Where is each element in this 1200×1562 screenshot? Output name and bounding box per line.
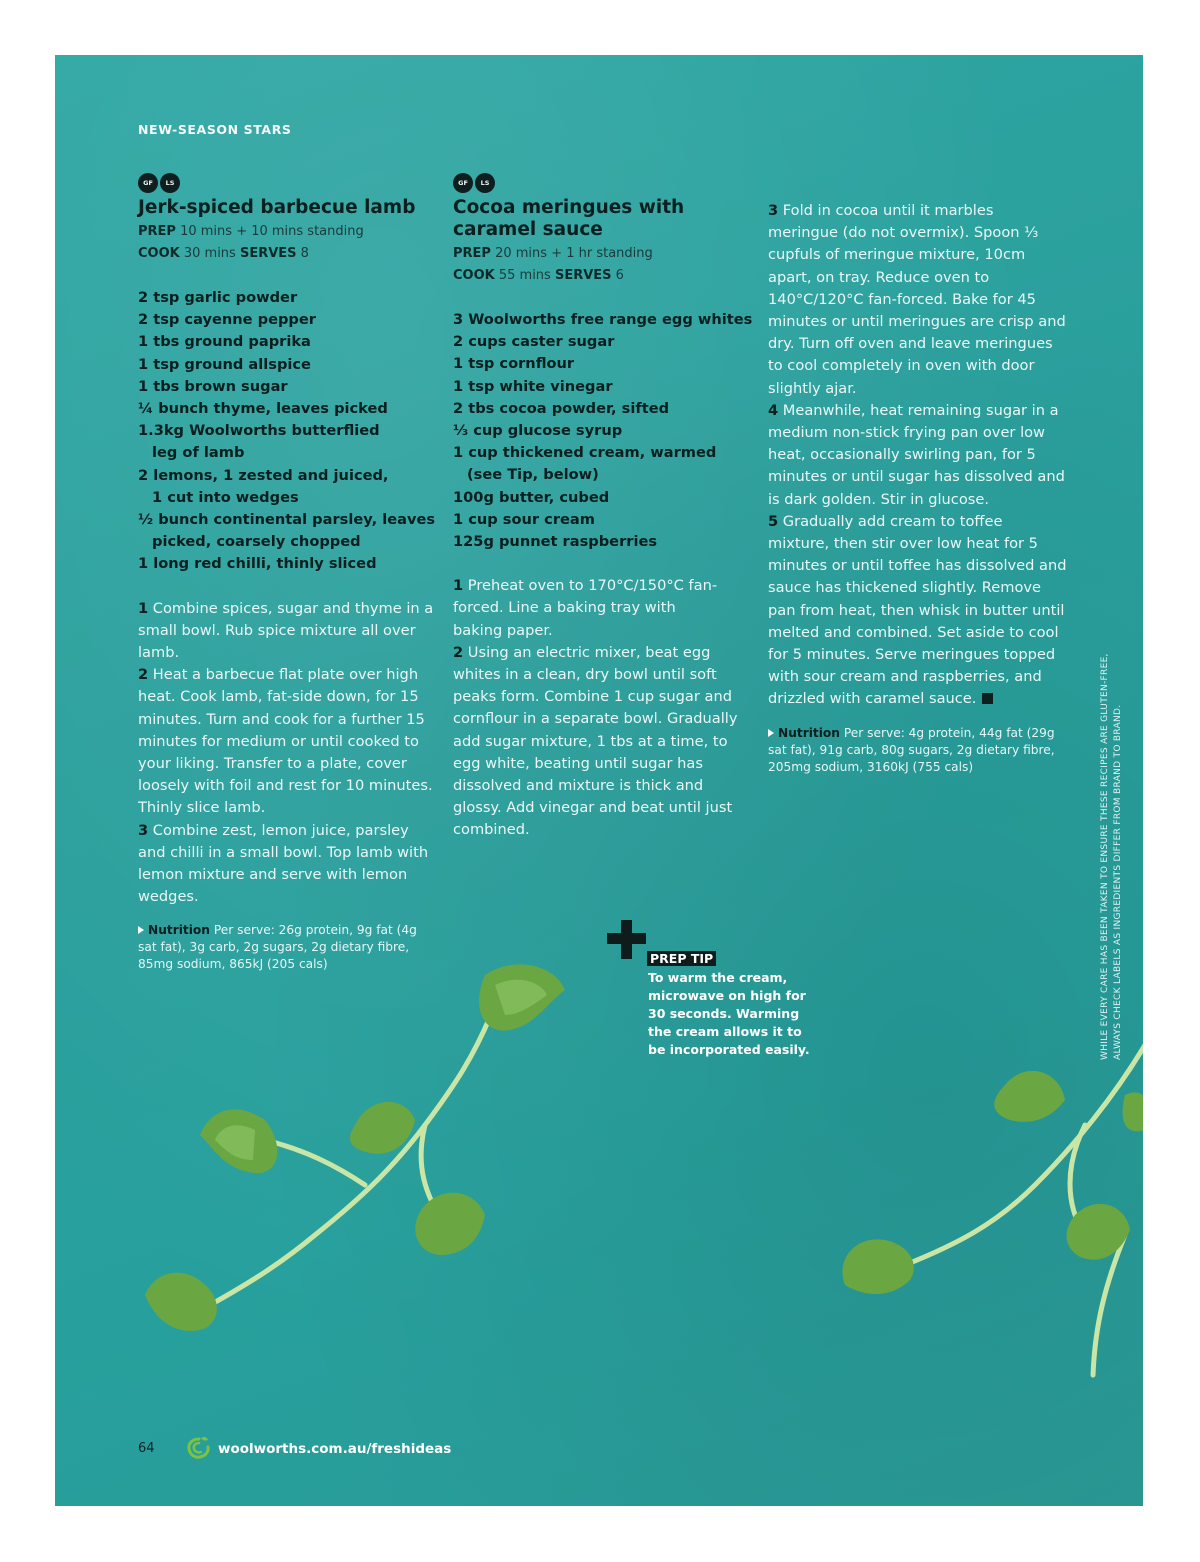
- method: [138, 598, 438, 909]
- step-number: 4: [768, 401, 779, 419]
- ingredient-item: 2 tsp cayenne pepper: [138, 311, 316, 329]
- cook-serves: [138, 243, 438, 265]
- prep-value: 10 mins + 10 mins standing: [180, 224, 364, 239]
- method-step: [768, 200, 1068, 400]
- nutrition-arrow-icon: [768, 729, 774, 737]
- cook-serves: [453, 265, 753, 287]
- prep-time: [138, 221, 438, 243]
- ingredient-item: 1 cup sour cream: [453, 510, 595, 528]
- nutrition-label: Nutrition: [148, 923, 210, 938]
- section-label: NEW-SEASON STARS: [138, 122, 292, 137]
- step-text: Combine spices, sugar and thyme in a small bowl. Rub spice mixture all over lamb.: [138, 599, 434, 662]
- method-step: [453, 642, 748, 842]
- ingredient-item: 2 cups caster sugar: [453, 333, 615, 351]
- step-text: Preheat oven to 170°C/150°C fan-forced. Line a baking tray with baking paper.: [453, 577, 718, 639]
- disclaimer-line: ALWAYS CHECK LABELS AS INGREDIENTS DIFFER FROM BRAND TO BRAND.: [1113, 704, 1123, 1060]
- serves-label: SERVES: [554, 268, 612, 283]
- coriander-sprig-right: [825, 1035, 1143, 1395]
- method: [768, 200, 1068, 711]
- recipe-title: Cocoa meringues with caramel sauce: [453, 197, 685, 240]
- ingredient-item: 1 tsp cornflour: [453, 355, 575, 373]
- step-text: Fold in cocoa until it marbles meringue (do not overmix). Spoon ⅓ cupfuls of meringue mixture, 10cm apart, on tray. Reduce oven to 140°C/120°C fan-forced. Bake for 45 minutes or until meringues are crisp and dry. Turn off oven and leave meringues to cool completely in oven with door slightly ajar.: [768, 202, 1066, 397]
- step-number: 5: [768, 512, 779, 530]
- low-salt-badge-icon: LS: [160, 173, 180, 193]
- prep-label: PREP: [453, 246, 491, 261]
- gluten-free-badge-icon: GF: [138, 173, 158, 193]
- ingredient-item: ⅓ cup glucose syrup: [453, 422, 623, 440]
- step-number: 2: [453, 643, 464, 661]
- nutrition-info: [138, 922, 438, 973]
- prep-tip-text: To warm the cream, microwave on high for 30 seconds. Warming the cream allows it to be incorporated easily.: [648, 970, 810, 1057]
- step-number: 1: [453, 577, 464, 595]
- recipe-cocoa-meringues-continued: [768, 200, 1068, 776]
- gluten-free-badge-icon: GF: [453, 173, 473, 193]
- nutrition-label: Nutrition: [778, 725, 840, 740]
- coriander-sprig-left: [115, 935, 595, 1355]
- step-text: Meanwhile, heat remaining sugar in a medium non-stick frying pan over low heat, occasionally swirling pan, for 5 minutes or until sugar has dissolved and is dark golden. Stir in glucose.: [768, 401, 1065, 508]
- prep-tip-label: PREP TIP: [647, 951, 716, 966]
- prep-value: 20 mins + 1 hr standing: [495, 246, 653, 261]
- step-text: Heat a barbecue flat plate over high heat. Cook lamb, fat-side down, for 15 minutes. Turn and cook for a further 15 minutes for medium or until cooked to your liking. Transfer to a plate, cover loosely with foil and rest for 10 minutes. Thinly slice lamb.: [138, 666, 433, 817]
- method: [453, 575, 753, 841]
- ingredient-list: [453, 309, 753, 553]
- prep-label: PREP: [138, 224, 176, 239]
- nutrition-info: [768, 725, 1058, 776]
- ingredient-item: 1 long red chilli, thinly sliced: [138, 555, 377, 573]
- method-step: [138, 598, 438, 665]
- ingredient-item: 1 cup thickened cream, warmed (see Tip, below): [453, 444, 717, 484]
- step-text: Combine zest, lemon juice, parsley and chilli in a small bowl. Top lamb with lemon mixture and serve with lemon wedges.: [138, 821, 429, 906]
- ingredient-item: 100g butter, cubed: [453, 488, 610, 506]
- dietary-badges: [453, 173, 753, 193]
- step-number: 3: [768, 202, 779, 219]
- cook-value: 30 mins: [183, 246, 236, 261]
- dietary-badges: [138, 173, 438, 193]
- website-link[interactable]: woolworths.com.au/freshideas: [218, 1441, 452, 1457]
- step-text: Using an electric mixer, beat egg whites in a clean, dry bowl until soft peaks form. Combine 1 cup sugar and cornflour in a separate bowl. Gradually add sugar mixture, 1 tbs at a time, to egg white, beating until sugar has dissolved and mixture is thick and glossy. Add vinegar and beat until just combined.: [453, 643, 738, 839]
- nutrition-text: Per serve: 4g protein, 44g fat (29g sat fat), 91g carb, 80g sugars, 2g dietary fibre, 205mg sodium, 3160kJ (755 cals): [768, 725, 1055, 774]
- step-number: 1: [138, 599, 149, 617]
- low-salt-badge-icon: LS: [475, 173, 495, 193]
- ingredient-item: 3 Woolworths free range egg whites: [453, 311, 753, 328]
- method-step: [768, 400, 1068, 511]
- cook-value: 55 mins: [498, 268, 551, 283]
- page-number: 64: [138, 1441, 155, 1456]
- ingredient-list: [138, 287, 438, 576]
- woolworths-logo-icon: [186, 1436, 212, 1460]
- serves-value: 8: [300, 246, 309, 261]
- ingredient-item: 2 tbs cocoa powder, sifted: [453, 399, 670, 417]
- recipe-jerk-lamb: [138, 173, 438, 973]
- method-step: [138, 820, 438, 909]
- cook-label: COOK: [453, 268, 495, 283]
- ingredient-item: 1.3kg Woolworths butterflied leg of lamb: [138, 422, 380, 462]
- ingredient-item: 1 tbs ground paprika: [138, 333, 311, 351]
- serves-label: SERVES: [239, 246, 297, 261]
- step-number: 3: [138, 821, 149, 839]
- gluten-free-disclaimer: [1099, 580, 1125, 1060]
- ingredient-item: 1 tbs brown sugar: [138, 377, 288, 395]
- disclaimer-line: WHILE EVERY CARE HAS BEEN TAKEN TO ENSURE THESE RECIPES ARE GLUTEN-FREE,: [1100, 653, 1110, 1060]
- recipe-cocoa-meringues: [453, 173, 753, 842]
- nutrition-text: Per serve: 26g protein, 9g fat (4g sat fat), 3g carb, 2g sugars, 2g dietary fibre, 85mg sodium, 865kJ (205 cals): [138, 923, 417, 972]
- step-text: Gradually add cream to toffee mixture, then stir over low heat for 5 minutes or until toffee has dissolved and sauce has thickened slightly. Remove pan from heat, then whisk in butter until melted and combined. Set aside to cool for 5 minutes. Serve meringues topped with sour cream and raspberries, and drizzled with caramel sauce.: [768, 512, 1067, 708]
- plus-icon: [611, 920, 641, 950]
- cook-label: COOK: [138, 246, 180, 261]
- recipe-title: Jerk-spiced barbecue lamb: [138, 197, 416, 218]
- step-number: 2: [138, 666, 149, 684]
- serves-value: 6: [615, 268, 624, 283]
- ingredient-item: ¼ bunch thyme, leaves picked: [138, 400, 388, 418]
- ingredient-item: 1 tsp ground allspice: [138, 355, 311, 373]
- ingredient-item: 125g punnet raspberries: [453, 533, 658, 551]
- ingredient-item: 1 tsp white vinegar: [453, 377, 613, 395]
- ingredient-item: 2 tsp garlic powder: [138, 289, 298, 306]
- ingredient-item: 2 lemons, 1 zested and juiced, 1 cut into wedges: [138, 466, 389, 506]
- method-step: [768, 511, 1068, 711]
- method-step: [138, 664, 438, 819]
- end-square-icon: [982, 693, 993, 704]
- recipe-page: [55, 55, 1143, 1506]
- method-step: [453, 575, 723, 642]
- prep-time: [453, 243, 753, 265]
- nutrition-arrow-icon: [138, 926, 144, 934]
- ingredient-item: ½ bunch continental parsley, leaves picked, coarsely chopped: [138, 511, 436, 551]
